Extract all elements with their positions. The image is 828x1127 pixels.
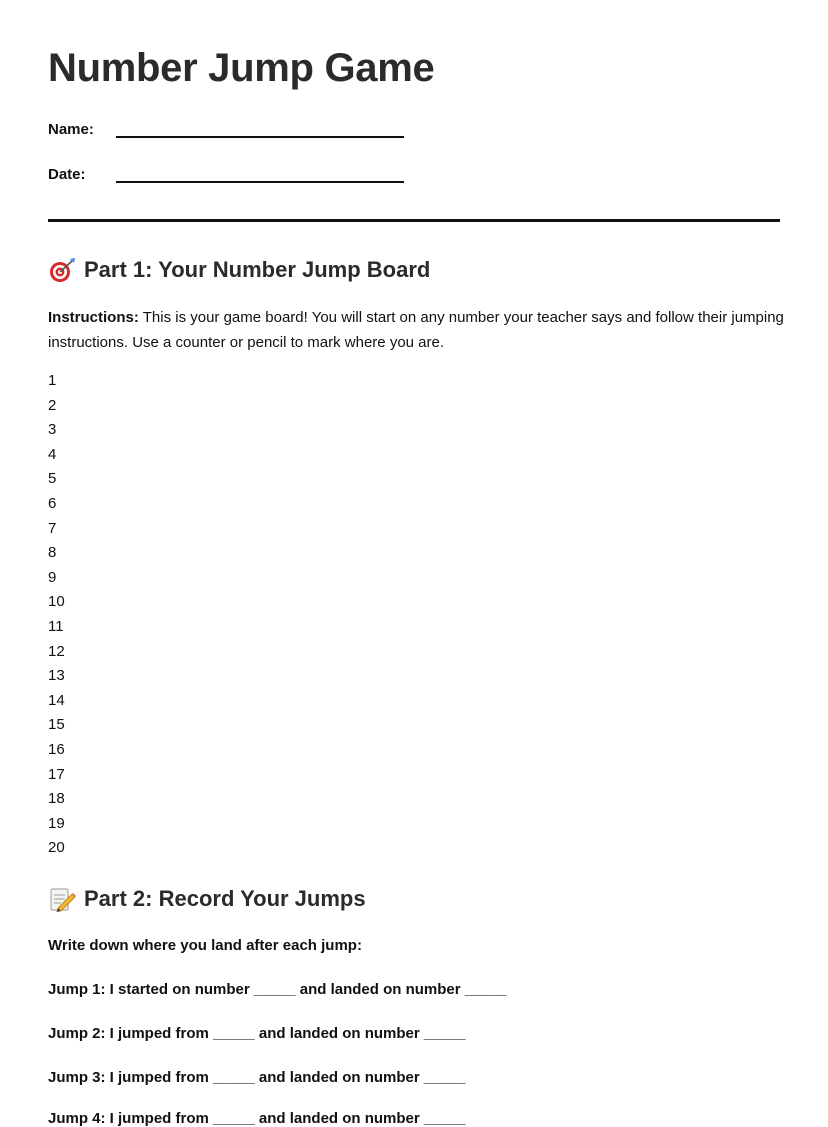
record-prompt: Write down where you land after each jump: <box>48 937 362 954</box>
board-number: 1 <box>48 372 57 389</box>
jump-record-line: Jump 2: I jumped from _____ and landed on number _____ <box>48 1025 466 1042</box>
board-number: 13 <box>48 667 65 685</box>
name-field <box>48 116 404 138</box>
instructions-text: This is your game board! You will start on any number your teacher says and follow their jumping instructions. Use a counter or pencil to mark where you are. <box>48 309 784 351</box>
part2-heading-text: Part 2: Record Your Jumps <box>84 886 366 911</box>
jump-record-line: Jump 1: I started on number _____ and landed on number _____ <box>48 981 507 998</box>
board-number: 14 <box>48 691 65 709</box>
part2-heading <box>48 886 366 912</box>
board-number: 15 <box>48 716 65 734</box>
board-number: 3 <box>48 421 57 439</box>
board-number: 8 <box>48 544 57 562</box>
board-number: 16 <box>48 740 65 758</box>
instructions-label: Instructions: <box>48 309 139 326</box>
part1-heading-text: Part 1: Your Number Jump Board <box>84 257 431 282</box>
date-input-line[interactable] <box>116 161 404 183</box>
part1-instructions <box>48 305 788 355</box>
board-number: 4 <box>48 445 57 463</box>
board-number: 9 <box>48 568 57 586</box>
board-number: 17 <box>48 765 65 783</box>
board-number: 2 <box>48 396 57 414</box>
header-divider <box>48 219 780 222</box>
part1-heading <box>48 257 430 283</box>
board-number: 7 <box>48 519 57 537</box>
board-number: 18 <box>48 790 65 808</box>
target-dart-icon <box>48 257 76 283</box>
board-number: 10 <box>48 593 65 611</box>
date-label: Date: <box>48 166 86 183</box>
board-number: 12 <box>48 642 65 660</box>
page-title: Number Jump Game <box>48 46 435 90</box>
number-board <box>48 369 65 861</box>
board-number: 19 <box>48 814 65 832</box>
name-input-line[interactable] <box>116 116 404 138</box>
board-number: 11 <box>48 617 64 635</box>
memo-pencil-icon <box>48 886 76 912</box>
board-number: 5 <box>48 470 57 488</box>
board-number: 6 <box>48 494 57 512</box>
jump-record-line: Jump 3: I jumped from _____ and landed on number _____ <box>48 1069 466 1086</box>
name-label: Name: <box>48 121 94 138</box>
board-number: 20 <box>48 839 65 857</box>
date-field <box>48 161 404 183</box>
jump-record-line: Jump 4: I jumped from _____ and landed on number _____ <box>48 1110 466 1127</box>
